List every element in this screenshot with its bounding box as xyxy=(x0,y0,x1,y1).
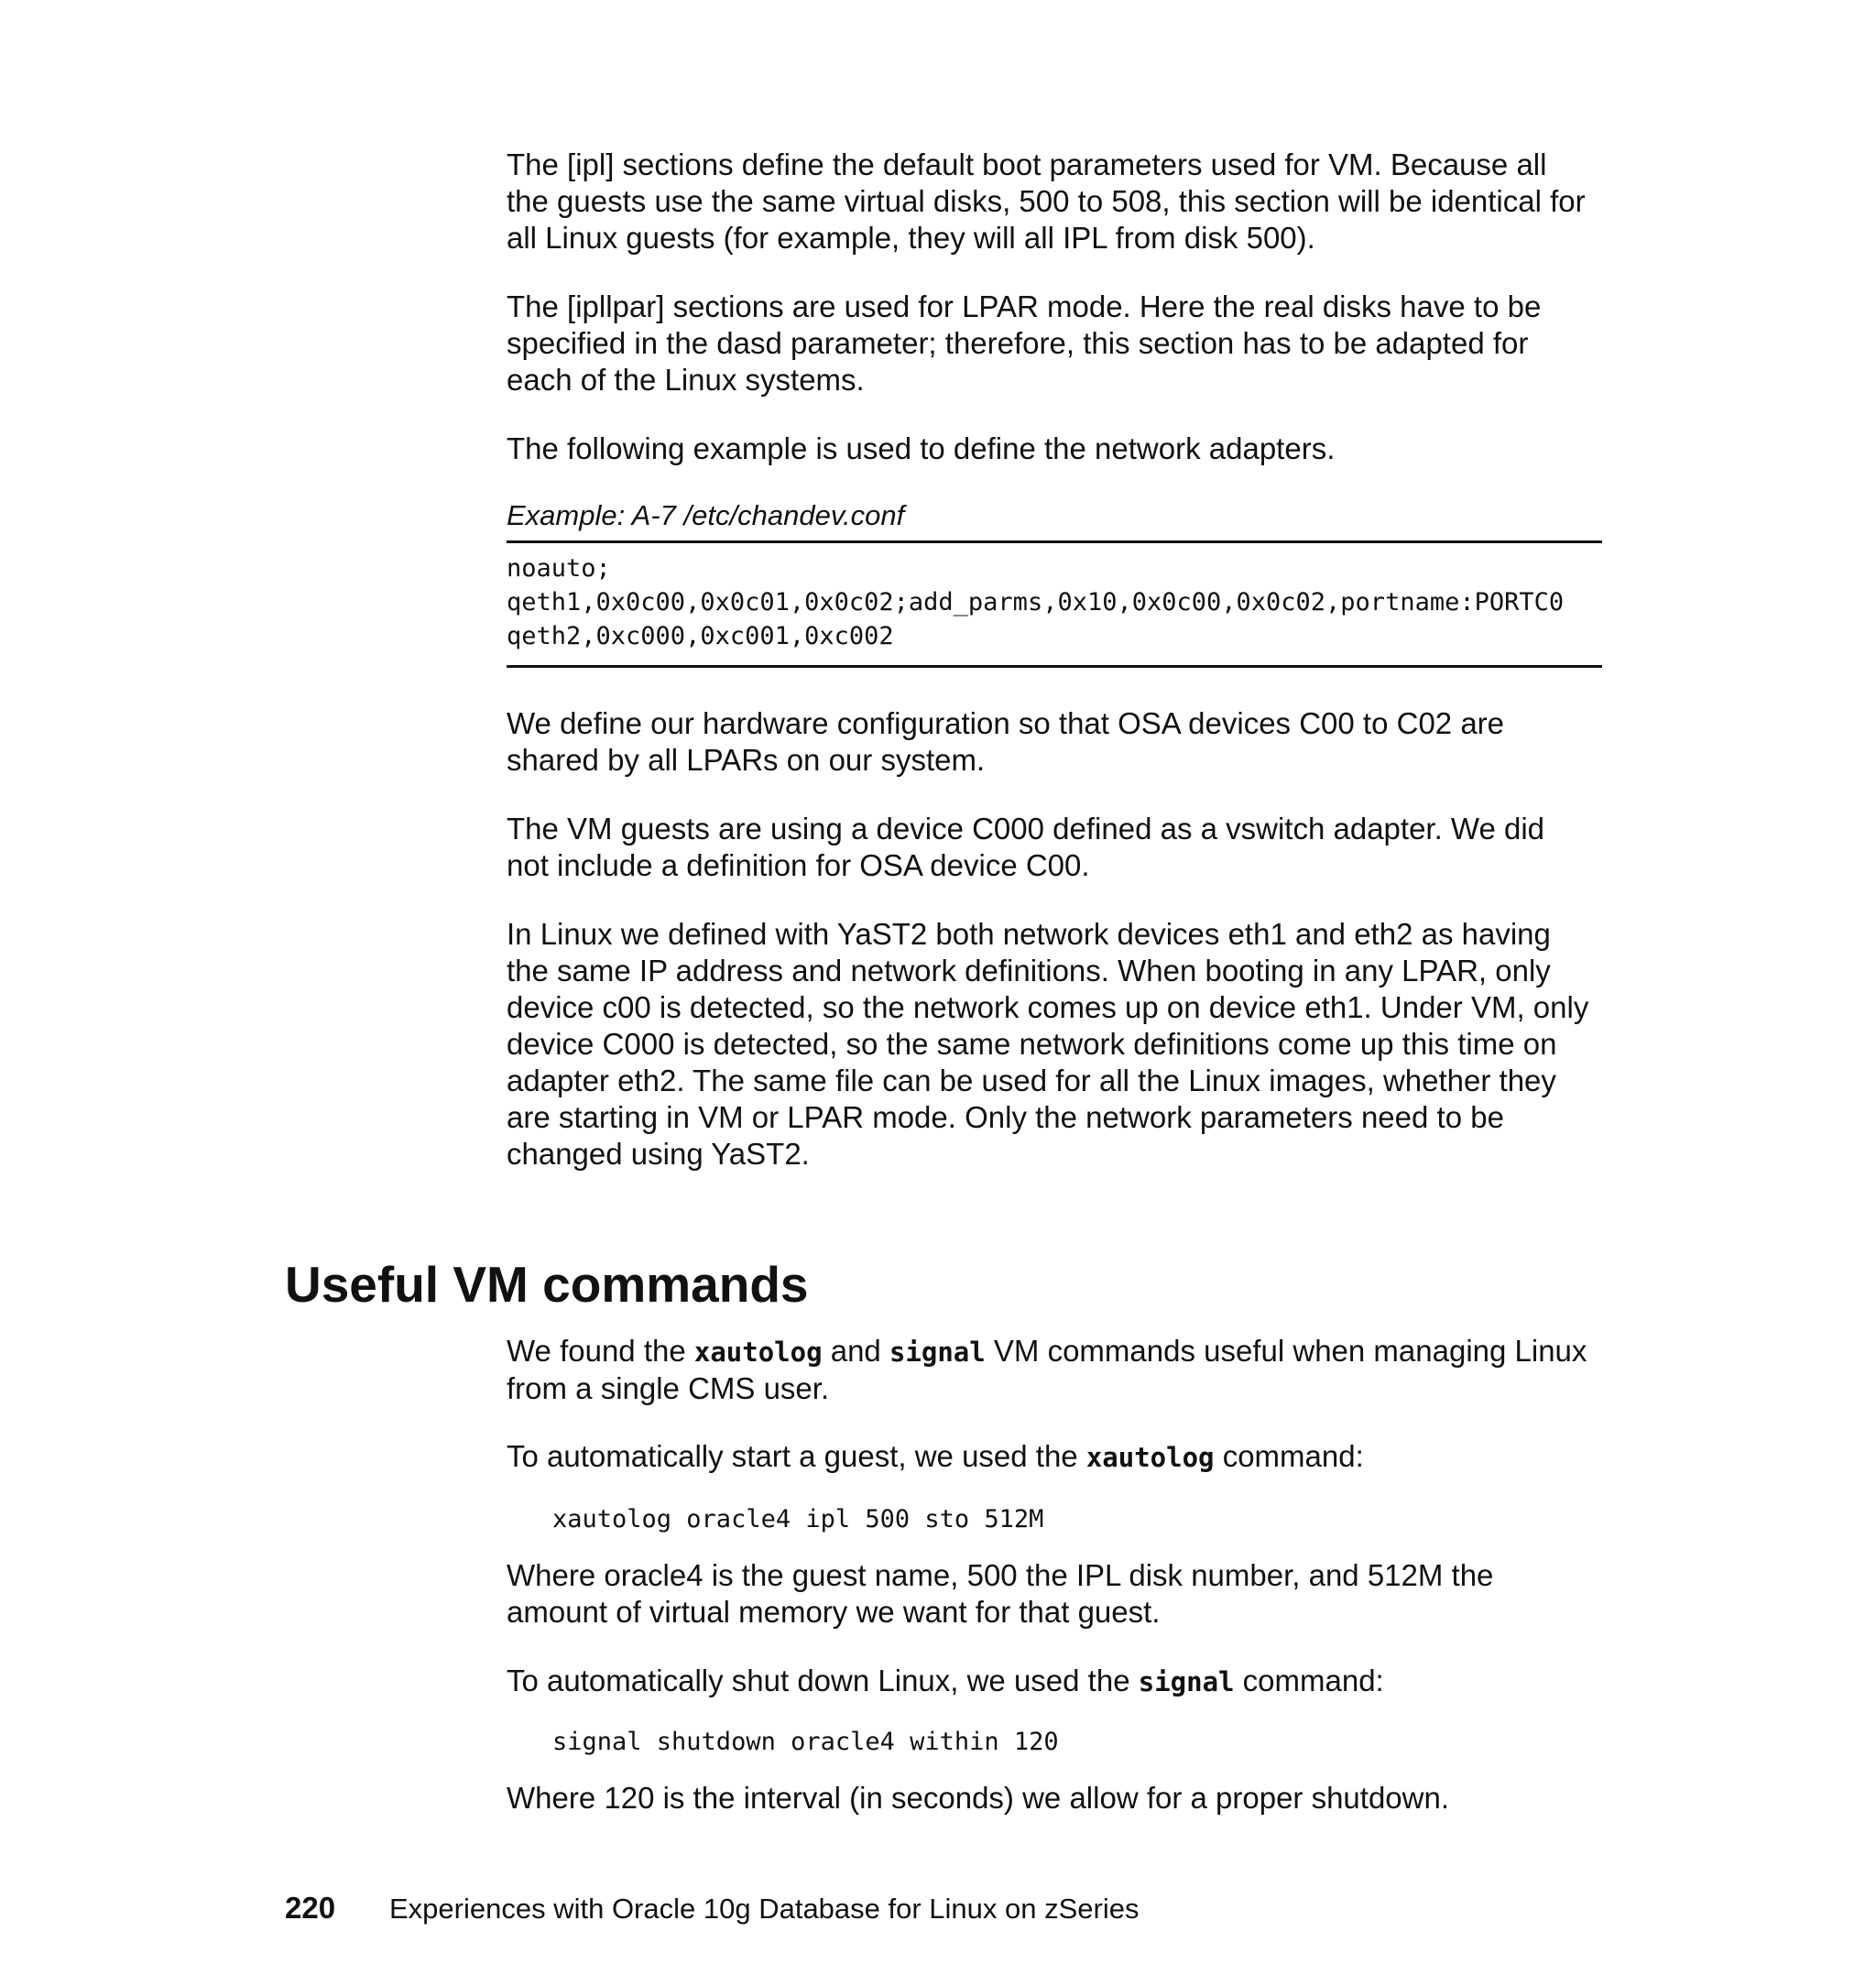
text-line: The following example is used to define the network adapters. xyxy=(507,431,1336,465)
text-line: device c00 is detected, so the network comes up on device eth1. Under VM, only xyxy=(507,990,1589,1024)
text-run: VM commands useful when managing Linux xyxy=(985,1334,1587,1368)
text-line: Where 120 is the interval (in seconds) we allow for a proper shutdown. xyxy=(507,1781,1450,1815)
code-xautolog: xautolog oracle4 ipl 500 sto 512M xyxy=(552,1505,1044,1533)
text-run: We found the xyxy=(507,1334,694,1368)
code-line: qeth1,0x0c00,0x0c01,0x0c02;add_parms,0x10,0x0c00,0x0c02,portname:PORTC0 xyxy=(507,588,1565,617)
text-line: We define our hardware configuration so that OSA devices C00 to C02 are xyxy=(507,706,1505,740)
text-run: command: xyxy=(1214,1439,1364,1473)
command-name: signal xyxy=(1138,1666,1235,1697)
text-line: amount of virtual memory we want for that guest. xyxy=(507,1595,1161,1629)
text-run: command: xyxy=(1234,1664,1384,1697)
example-caption: Example: A-7 /etc/chandev.conf xyxy=(507,499,905,531)
text-line: the guests use the same virtual disks, 500 to 508, this section will be identical for xyxy=(507,184,1586,218)
paragraph-following xyxy=(507,431,1606,467)
paragraph-where-120 xyxy=(507,1780,1606,1817)
command-name: xautolog xyxy=(693,1337,823,1368)
text-line: Where oracle4 is the guest name, 500 the IPL disk number, and 512M the xyxy=(507,1558,1494,1592)
code-signal: signal shutdown oracle4 within 120 xyxy=(552,1728,1059,1756)
text-line xyxy=(507,1438,1606,1476)
text-line xyxy=(507,1663,1606,1700)
paragraph-found xyxy=(507,1333,1606,1407)
example-code-block xyxy=(507,551,1606,653)
text-line: The VM guests are using a device C000 defined as a vswitch adapter. We did xyxy=(507,812,1545,846)
text-run: and xyxy=(822,1334,889,1368)
paragraph-linux xyxy=(507,916,1606,1173)
text-line xyxy=(507,1333,1606,1370)
text-run: To automatically shut down Linux, we used the xyxy=(507,1664,1139,1697)
paragraph-ipllpar xyxy=(507,289,1606,398)
text-line: device C000 is detected, so the same network definitions come up this time on xyxy=(507,1027,1557,1061)
text-line: specified in the dasd parameter; therefore, this section has to be adapted for xyxy=(507,326,1529,360)
page-number: 220 xyxy=(285,1891,336,1925)
text-line: each of the Linux systems. xyxy=(507,363,865,397)
text-line: changed using YaST2. xyxy=(507,1137,810,1171)
text-line: all Linux guests (for example, they will all IPL from disk 500). xyxy=(507,221,1315,255)
code-line: noauto; xyxy=(507,554,611,583)
text-line: The [ipllpar] sections are used for LPAR mode. Here the real disks have to be xyxy=(507,289,1542,323)
example-top-rule xyxy=(507,540,1602,543)
text-line: The [ipl] sections define the default boot parameters used for VM. Because all xyxy=(507,147,1547,181)
text-line: are starting in VM or LPAR mode. Only the network parameters need to be xyxy=(507,1100,1504,1134)
text-line: the same IP address and network definitions. When booting in any LPAR, only xyxy=(507,954,1551,988)
paragraph-ipl xyxy=(507,147,1606,256)
command-name: signal xyxy=(889,1337,986,1368)
paragraph-vm-guests xyxy=(507,811,1606,884)
paragraph-where-oracle4 xyxy=(507,1557,1606,1631)
text-run: To automatically start a guest, we used the xyxy=(507,1439,1086,1473)
example-bottom-rule xyxy=(507,665,1602,668)
paragraph-start xyxy=(507,1438,1606,1476)
paragraph-shutdown xyxy=(507,1663,1606,1700)
text-line: shared by all LPARs on our system. xyxy=(507,743,986,777)
section-heading: Useful VM commands xyxy=(285,1256,809,1313)
text-line: adapter eth2. The same file can be used for all the Linux images, whether they xyxy=(507,1064,1556,1097)
command-name: xautolog xyxy=(1085,1442,1215,1473)
text-line: from a single CMS user. xyxy=(507,1371,830,1405)
book-title: Experiences with Oracle 10g Database for Linux on zSeries xyxy=(389,1893,1140,1925)
text-line: In Linux we defined with YaST2 both network devices eth1 and eth2 as having xyxy=(507,917,1551,951)
paragraph-hardware xyxy=(507,705,1606,779)
text-line: not include a definition for OSA device C00. xyxy=(507,848,1090,882)
code-line: qeth2,0xc000,0xc001,0xc002 xyxy=(507,622,894,650)
